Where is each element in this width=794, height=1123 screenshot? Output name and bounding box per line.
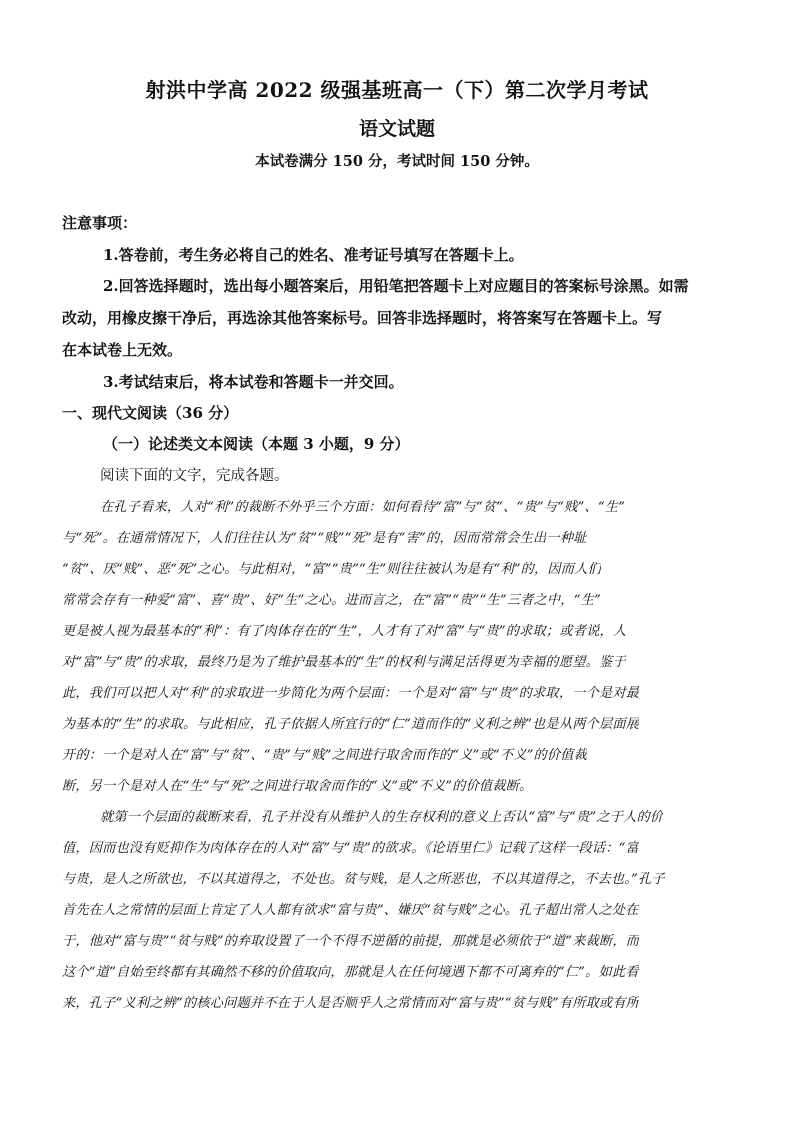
subject-title: 语文试题 <box>358 118 435 140</box>
essay-line: 值，因而也没有贬抑作为肉体存在的人对“富”与“贵”的欲求。《论语里仁》记载了这样一段话：“富 <box>62 841 639 856</box>
essay-line: 为基本的“生”的求取。与此相应，孔子依据人所宜行的“仁”道而作的“义利之辨”也是从两个层面展 <box>62 717 640 732</box>
section-heading: 一、现代文阅读（36 分） <box>62 404 239 422</box>
notice-item-3: 3.考试结束后，将本试卷和答题卡一并交回。 <box>103 373 404 391</box>
exam-title: 射洪中学高 2022 级强基班高一（下）第二次学月考试 <box>145 78 649 102</box>
essay-line: 与“死”。在通常情况下，人们往往认为“贫”“贱”“死”是有“害”的，因而常常会生出一种耻 <box>62 531 587 546</box>
essay-line: 这个“道”自始至终都有其确然不移的价值取向，那就是人在任何境遇下都不可离弃的“仁”。如此看 <box>62 965 639 980</box>
essay-line: 在孔子看来，人对“利”的裁断不外乎三个方面：如何看待“富”与“贫”、“贵”与“贱”、“生” <box>100 500 626 515</box>
essay-line: 首先在人之常情的层面上肯定了人人都有欲求“富与贵”、嫌厌“贫与贱”之心。孔子超出常人之处在 <box>62 903 639 918</box>
essay-line: 于，他对“富与贵”“贫与贱”的弃取设置了一个不得不逆循的前提，那就是必须依于“道”来裁断，而 <box>62 934 640 949</box>
reading-instruction: 阅读下面的文字，完成各题。 <box>100 468 289 484</box>
essay-line: 常常会存有一种爱“富”、喜“贵”、好“生”之心。进而言之，在“富”“贵”“生”三者之中，“生” <box>62 593 601 608</box>
essay-line: 更是被人视为最基本的“利”：有了肉体存在的“生”，人才有了对“富”与“贵”的求取；或者说，人 <box>62 624 627 639</box>
essay-line: 与贵，是人之所欲也，不以其道得之，不处也。贫与贱，是人之所恶也，不以其道得之，不去也。”孔子 <box>62 872 665 887</box>
notice-item-1: 1.答卷前，考生务必将自己的姓名、准考证号填写在答题卡上。 <box>103 246 524 264</box>
essay-line: 对“富”与“贵”的求取，最终乃是为了维护最基本的“生”的权利与满足活得更为幸福的愿望。鉴于 <box>62 655 626 670</box>
notice-item-2-line-1: 2.回答选择题时，选出每小题答案后，用铅笔把答题卡上对应题目的答案标号涂黑。如需 <box>103 277 689 295</box>
exam-info: 本试卷满分 150 分，考试时间 150 分钟。 <box>255 153 539 170</box>
essay-line: 开的：一个是对人在“富”与“贫”、“贵”与“贱”之间进行取舍而作的“义”或“不义”的价值裁 <box>62 748 588 763</box>
notice-item-2-line-3: 在本试卷上无效。 <box>62 341 183 359</box>
essay-line: 断，另一个是对人在“生”与“死”之间进行取舍而作的“义”或“不义”的价值裁断。 <box>62 779 533 794</box>
subsection-heading: （一）论述类文本阅读（本题 3 小题，9 分） <box>103 435 410 453</box>
essay-line: 来，孔子“义利之辨”的核心问题并不在于人是否顺乎人之常情而对“富与贵”“贫与贱”有所取或有所 <box>62 996 640 1011</box>
essay-line: “贫”、厌“贱”、恶“死”之心。与此相对，“富”“贵”“生”则往往被认为是有“利”的，因而人们 <box>62 562 601 577</box>
essay-line: 就第一个层面的裁断来看，孔子并没有从维护人的生存权利的意义上否认“富”与“贵”之于人的价 <box>100 810 664 825</box>
notice-item-2-line-2: 改动，用橡皮擦干净后，再选涂其他答案标号。回答非选择题时，将答案写在答题卡上。写 <box>62 309 663 327</box>
essay-line: 此，我们可以把人对“利”的求取进一步简化为两个层面：一个是对“富”与“贵”的求取，一个是对最 <box>62 686 640 701</box>
notice-heading: 注意事项： <box>62 214 138 232</box>
